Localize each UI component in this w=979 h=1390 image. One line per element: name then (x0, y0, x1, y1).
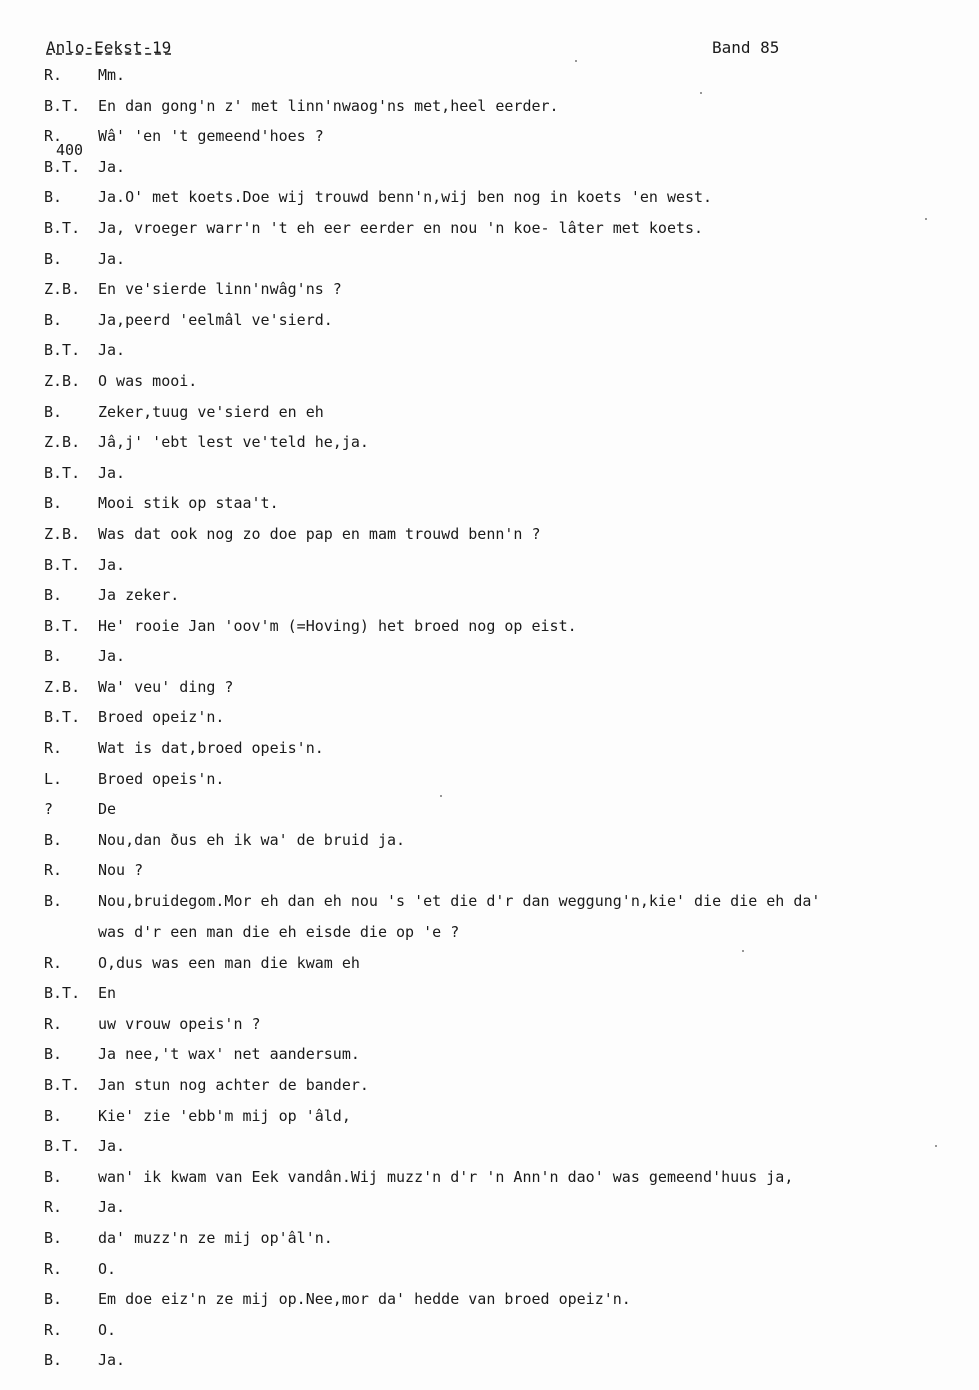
transcript-lines (0, 60, 979, 1376)
utterance-text: Em doe eiz'n ze mij op.Nee,mor da' hedde van broed opeiz'n. (98, 1290, 631, 1309)
speaker-label: Z.B. (44, 280, 81, 299)
speaker-label: B. (44, 1106, 63, 1125)
utterance-text: Ja,peerd 'eelmâl ve'sierd. (98, 310, 333, 329)
transcript-line (0, 764, 979, 795)
transcript-line (0, 702, 979, 733)
utterance-text: Nou,dan ðus eh ik wa' de bruid ja. (98, 830, 406, 849)
transcript-line (0, 91, 979, 122)
transcript-line (0, 733, 979, 764)
transcript-line (0, 427, 979, 458)
transcript-line (0, 641, 979, 672)
speaker-label: B.T. (44, 984, 81, 1003)
utterance-text: De (98, 800, 117, 819)
transcript-line (0, 335, 979, 366)
transcript-line (0, 1254, 979, 1285)
utterance-text: Ja zeker. (98, 586, 180, 605)
speaker-label: B. (44, 310, 63, 329)
transcript-line (0, 611, 979, 642)
transcript-line (0, 1223, 979, 1254)
scan-speck (742, 950, 744, 952)
transcript-line (0, 550, 979, 581)
speaker-label: B. (44, 402, 63, 421)
speaker-label: B. (44, 1228, 63, 1247)
utterance-text: Wat is dat,broed opeis'n. (98, 739, 324, 758)
speaker-label: R. (44, 1320, 63, 1339)
transcript-line (0, 580, 979, 611)
speaker-label: B. (44, 892, 63, 911)
speaker-label: B. (44, 586, 63, 605)
transcript-line (0, 672, 979, 703)
speaker-label: B.T. (44, 708, 81, 727)
scan-speck (935, 1145, 937, 1147)
speaker-label: R. (44, 861, 63, 880)
scan-speck (575, 60, 577, 62)
speaker-label: B.T. (44, 1137, 81, 1156)
speaker-label: Z.B. (44, 433, 81, 452)
speaker-label: R. (44, 739, 63, 758)
speaker-label: B.T. (44, 463, 81, 482)
transcript-line (0, 519, 979, 550)
utterance-text: Mm. (98, 66, 126, 84)
transcript-line (0, 825, 979, 856)
transcript-line (0, 121, 979, 152)
utterance-text: Kie' zie 'ebb'm mij op 'âld, (98, 1106, 351, 1125)
transcript-line (0, 397, 979, 428)
transcript-line (0, 1039, 979, 1070)
speaker-label: B.T. (44, 555, 81, 574)
speaker-label: R. (44, 1014, 63, 1033)
utterance-text: Ja. (98, 249, 126, 268)
speaker-label: B. (44, 1045, 63, 1064)
transcript-line (0, 1101, 979, 1132)
transcript-line (0, 152, 979, 183)
scan-speck (925, 218, 927, 220)
utterance-text: Ja. (98, 647, 126, 666)
transcript-line (0, 1162, 979, 1193)
speaker-label: Z.B. (44, 371, 81, 390)
utterance-text: uw vrouw opeis'n ? (98, 1014, 261, 1033)
scan-speck (440, 795, 442, 797)
speaker-label: R. (44, 953, 63, 972)
speaker-label: B. (44, 188, 63, 207)
transcript-line (0, 886, 979, 917)
utterance-text: O. (98, 1320, 117, 1339)
utterance-text: Jan stun nog achter de bander. (98, 1076, 369, 1094)
transcript-line (0, 1070, 979, 1101)
speaker-label: ? (44, 800, 54, 819)
utterance-text: O was mooi. (98, 371, 198, 390)
speaker-label: B. (44, 494, 63, 513)
scan-speck (700, 92, 702, 94)
speaker-label: B.T. (44, 96, 81, 115)
speaker-label: B.T. (44, 218, 81, 237)
transcript-line (0, 458, 979, 489)
speaker-label: B. (44, 647, 63, 666)
utterance-text: Jâ,j' 'ebt lest ve'teld he,ja. (98, 433, 369, 452)
utterance-text: wan' ik kwam van Eek vandân.Wij muzz'n d'r 'n Ann'n dao' was gemeend'huus ja, (98, 1167, 794, 1186)
transcript-line (0, 855, 979, 886)
utterance-text: Broed opeis'n. (98, 769, 225, 788)
document-reference: Anlo-Eekst-19 (46, 38, 172, 57)
utterance-text: Wa' veu' ding ? (98, 677, 234, 696)
speaker-label: R. (44, 66, 63, 84)
speaker-label: B.T. (44, 341, 81, 360)
transcript-line (0, 244, 979, 275)
speaker-label: B.T. (44, 1076, 81, 1094)
transcript-line (0, 305, 979, 336)
speaker-label: R. (44, 1198, 63, 1217)
transcript-line (0, 794, 979, 825)
speaker-label: Z.B. (44, 677, 81, 696)
utterance-text: Nou ? (98, 861, 144, 880)
speaker-label: R. (44, 1259, 63, 1278)
utterance-text: O. (98, 1259, 117, 1278)
utterance-text: Ja. (98, 463, 126, 482)
speaker-label: B. (44, 1167, 63, 1186)
transcript-line (0, 366, 979, 397)
speaker-label: B.T. (44, 616, 81, 635)
transcript-line (0, 1131, 979, 1162)
transcript-line (0, 60, 979, 91)
speaker-label: B.T. (44, 157, 81, 176)
utterance-text: Broed opeiz'n. (98, 708, 225, 727)
utterance-text: Ja. (98, 1137, 126, 1156)
utterance-text: Ja. (98, 341, 126, 360)
margin-counter-note: 400 (56, 141, 84, 159)
utterance-text: Ja. (98, 1198, 126, 1217)
speaker-label: R. (44, 127, 63, 146)
transcript-line (0, 488, 979, 519)
transcript-line (0, 917, 979, 948)
transcript-line (0, 274, 979, 305)
speaker-label: B. (44, 249, 63, 268)
utterance-text: Ja. (98, 1351, 126, 1370)
speaker-label: Z.B. (44, 524, 81, 543)
utterance-text: Ja, vroeger warr'n 't eh eer eerder en nou 'n koe- lâter met koets. (98, 218, 704, 237)
utterance-text: En (98, 984, 117, 1003)
speaker-label: B. (44, 1351, 63, 1370)
speaker-label: B. (44, 1290, 63, 1309)
utterance-text: was d'r een man die eh eisde die op 'e ? (98, 922, 460, 941)
speaker-label: L. (44, 769, 63, 788)
speaker-label: B. (44, 830, 63, 849)
transcript-line (0, 1009, 979, 1040)
utterance-text: Ja nee,'t wax' net aandersum. (98, 1045, 360, 1064)
utterance-text: Was dat ook nog zo doe pap en mam trouwd benn'n ? (98, 524, 541, 543)
utterance-text: Zeker,tuug ve'sierd en eh (98, 402, 324, 421)
utterance-text: En ve'sierde linn'nwâg'ns ? (98, 280, 342, 299)
utterance-text: Ja. (98, 555, 126, 574)
utterance-text: Mooi stik op staa't. (98, 494, 279, 513)
transcript-line (0, 978, 979, 1009)
band-number: Band 85 (712, 38, 780, 57)
transcript-line (0, 948, 979, 979)
utterance-text: Ja. (98, 157, 126, 176)
utterance-text: He' rooie Jan 'oov'm (=Hoving) het broed nog op eist. (98, 616, 577, 635)
transcript-line (0, 182, 979, 213)
utterance-text: Wâ' 'en 't gemeend'hoes ? (98, 127, 324, 146)
transcript-line (0, 1192, 979, 1223)
transcript-line (0, 1315, 979, 1346)
utterance-text: En dan gong'n z' met linn'nwaog'ns met,heel eerder. (98, 96, 559, 115)
transcript-line (0, 213, 979, 244)
transcript-line (0, 1284, 979, 1315)
utterance-text: da' muzz'n ze mij op'âl'n. (98, 1228, 333, 1247)
utterance-text: O,dus was een man die kwam eh (98, 953, 360, 972)
utterance-text: Ja.O' met koets.Doe wij trouwd benn'n,wij ben nog in koets 'en west. (98, 188, 713, 207)
transcript-line (0, 1345, 979, 1376)
utterance-text: Nou,bruidegom.Mor eh dan eh nou 's 'et die d'r dan weggung'n,kie' die die eh da' (98, 892, 821, 911)
